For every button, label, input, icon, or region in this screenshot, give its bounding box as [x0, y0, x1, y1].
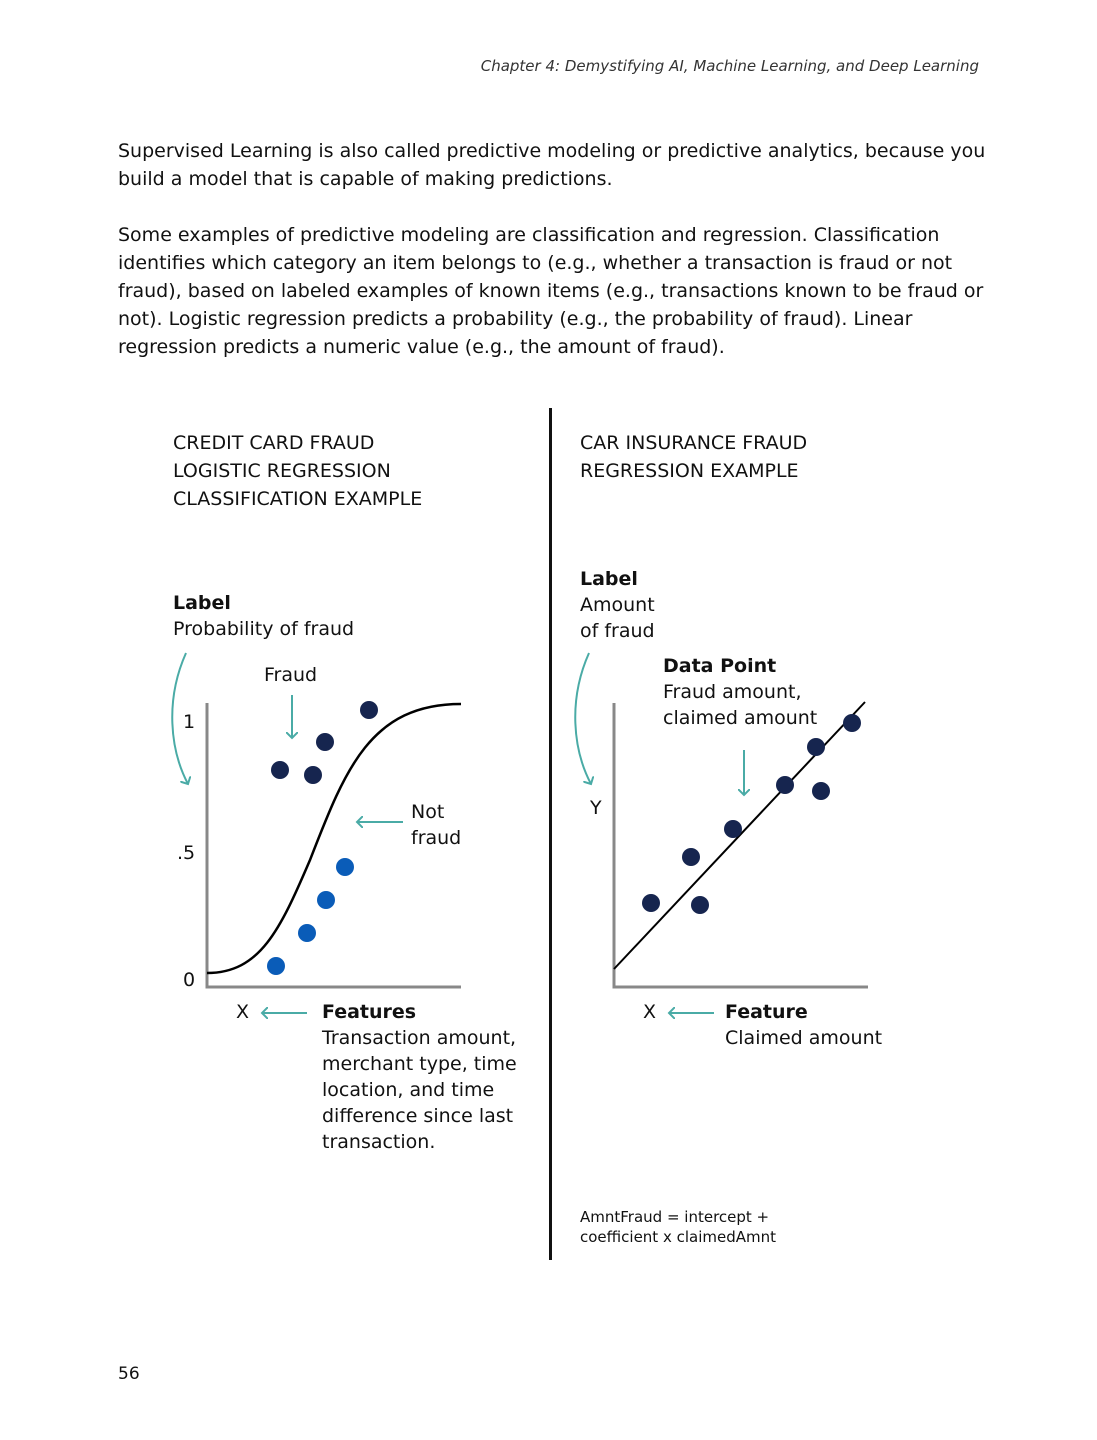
left-label-title: Label [173, 592, 231, 614]
fraud-label: Fraud [264, 664, 318, 686]
right-title: CAR INSURANCE FRAUD REGRESSION EXAMPLE [580, 432, 808, 482]
right-x-label: X [643, 1001, 657, 1023]
fraud-point [304, 766, 322, 784]
data-point [682, 848, 700, 866]
feature-title: Feature [725, 1001, 808, 1023]
data-point [807, 738, 825, 756]
features-text: Transaction amount, merchant type, time location, and time difference since last transaction. [322, 1027, 517, 1153]
not-fraud-point [267, 957, 285, 975]
page-number: 56 [118, 1364, 140, 1384]
regression-line [614, 702, 865, 969]
data-point-title: Data Point [663, 655, 777, 677]
data-point [691, 896, 709, 914]
data-point [724, 820, 742, 838]
fraud-point [316, 733, 334, 751]
data-point-text: Fraud amount, claimed amount [663, 681, 818, 729]
fraud-point [360, 701, 378, 719]
right-axes [614, 703, 868, 987]
left-title: CREDIT CARD FRAUD LOGISTIC REGRESSION CLASSIFICATION EXAMPLE [173, 432, 423, 510]
paragraph-1: Supervised Learning is also called predictive modeling or predictive analytics, because you build a model that is capable of making predictions. [118, 140, 986, 190]
left-label-text: Probability of fraud [173, 618, 355, 640]
formula: AmntFraud = intercept + coefficient x claimedAmnt [580, 1208, 776, 1246]
features-title: Features [322, 1001, 417, 1023]
y-tick-05: .5 [177, 842, 196, 864]
right-label-title: Label [580, 568, 638, 590]
not-fraud-point [298, 924, 316, 942]
y-tick-1: 1 [183, 711, 196, 733]
data-point [642, 894, 660, 912]
paragraph-2: Some examples of predictive modeling are classification and regression. Classification identifies which category an item belongs to (e.g., whether a transaction is fraud or not fraud), based on labeled examples of known items (e.g., transactions known to be fraud or not). Logistic regression predicts a probability (e.g., the probability of fraud). Linear regression predicts a numeric value (e.g., the amount of fraud). [118, 224, 984, 358]
left-x-label: X [236, 1001, 250, 1023]
feature-text: Claimed amount [725, 1027, 883, 1049]
right-label-text: Amount of fraud [580, 594, 655, 642]
running-header: Chapter 4: Demystifying AI, Machine Learning, and Deep Learning [480, 57, 979, 75]
not-fraud-label: Not fraud [411, 801, 462, 849]
not-fraud-point [336, 858, 354, 876]
label-arrow-icon [575, 653, 591, 784]
data-point [843, 714, 861, 732]
not-fraud-point [317, 891, 335, 909]
fraud-point [271, 761, 289, 779]
right-y-label: Y [590, 797, 602, 819]
data-point [776, 776, 794, 794]
data-point [812, 782, 830, 800]
y-tick-0: 0 [183, 969, 196, 991]
